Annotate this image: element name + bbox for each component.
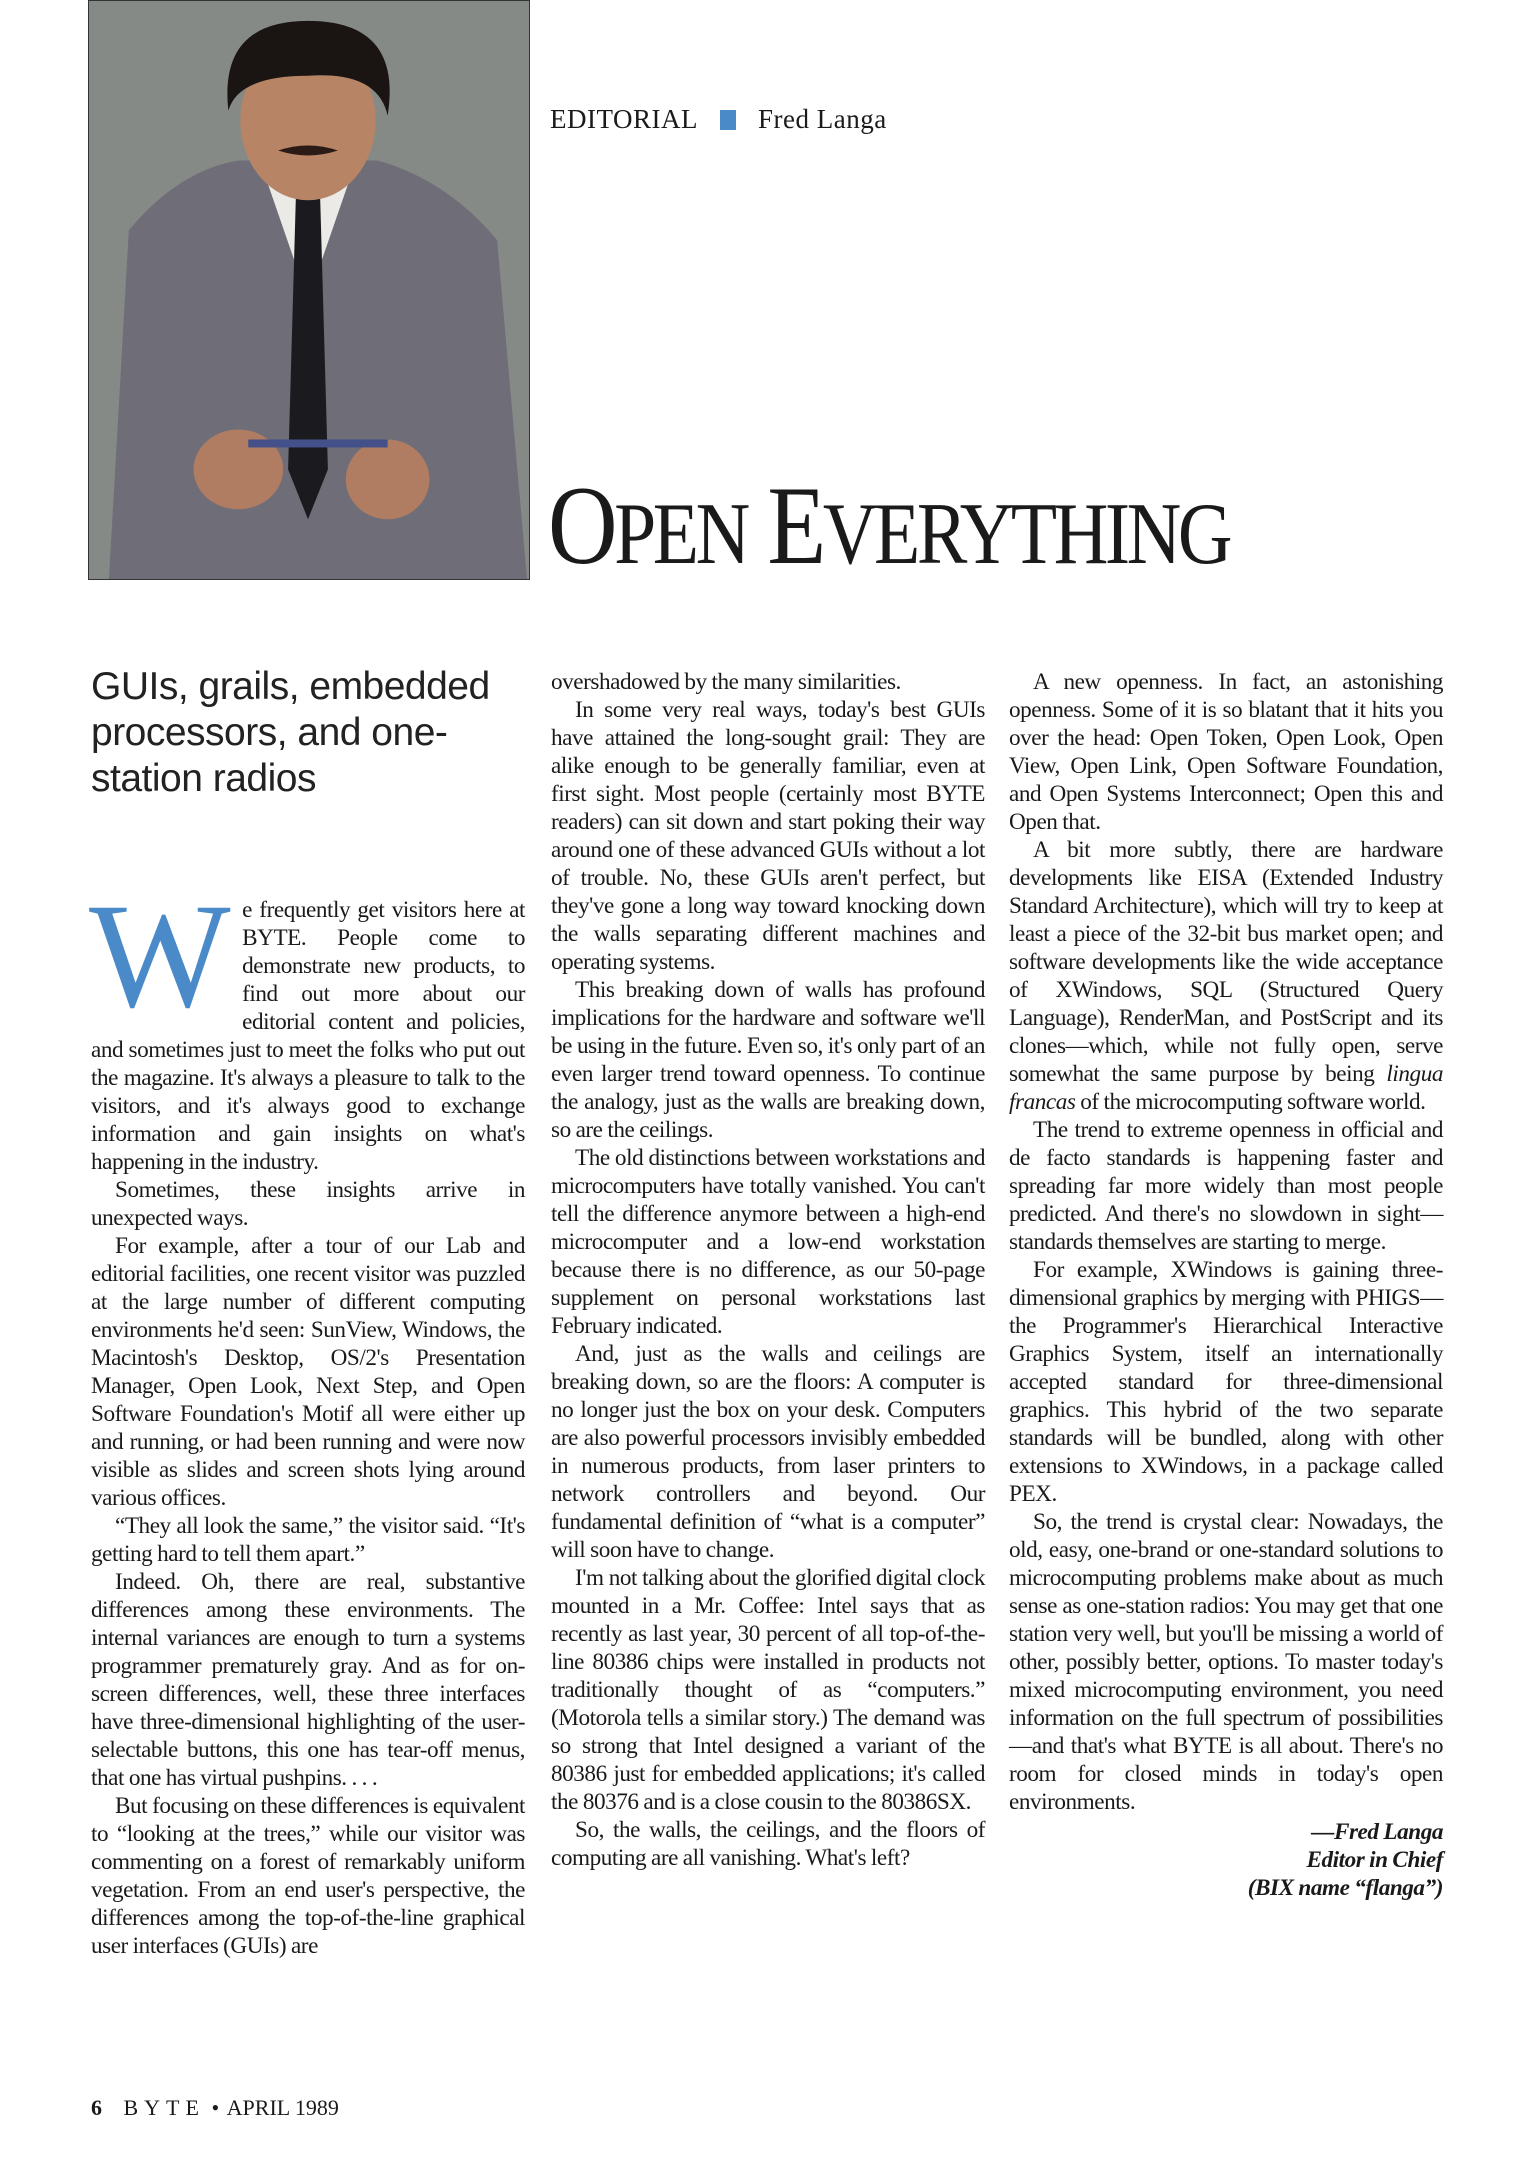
signature	[1009, 1818, 1443, 1902]
article-deck: GUIs, grails, embedded processors, and one-station radios	[91, 665, 490, 800]
paragraph: For example, XWindows is gaining three-dimensional graphics by merging with PHIGS—the Programmer's Hierarchical Interactive Graphics System, itself an internationally accepted standard for three-dimensional graphics. This hybrid of the two separate standards will be bundled, along with other extensions to XWindows, in a package called PEX.	[1009, 1257, 1443, 1507]
title-word: VERYTHING	[822, 486, 1230, 583]
author-photo	[88, 0, 530, 580]
paragraph: But focusing on these differences is equivalent to “looking at the trees,” while our visitor was commenting on a forest of remarkably uniform vegetation. From an end user's perspective, the differences among the top-of-the-line graphical user interfaces (GUIs) are	[91, 1793, 525, 1959]
byline: Fred Langa	[757, 104, 887, 134]
title-initial: O	[548, 464, 615, 588]
paragraph: I'm not talking about the glorified digital clock mounted in a Mr. Coffee: Intel says that as recently as last year, 30 percent of all top-of-the-line 80386 chips were installed in products not traditionally thought of as “computers.” (Motorola tells a similar story.) The demand was so strong that Intel designed a variant of the 80386 just for embedded applications; it's called the 80376 and is a close cousin to the 80386SX.	[551, 1565, 985, 1815]
footer-separator: •	[211, 2095, 221, 2120]
paragraph: A new openness. In fact, an astonishing openness. Some of it is so blatant that it hits you over the head: Open Token, Open Look, Open View, Open Link, Open Software Foundation, and Open Systems Interconnect; Open this and Open that.	[1009, 669, 1443, 835]
drop-cap: W	[89, 873, 231, 1039]
paragraph: And, just as the walls and ceilings are breaking down, so are the floors: A computer is no longer just the box on your desk. Computers are also powerful processors invisibly embedded in numerous products, from laser printers to network controllers and beyond. Our fundamental definition of “what is a computer” will soon have to change.	[551, 1341, 985, 1563]
signature-title: Editor in Chief	[1306, 1847, 1443, 1873]
blue-square-bullet-icon	[720, 110, 736, 130]
column-2	[551, 668, 985, 1872]
paragraph: “They all look the same,” the visitor said. “It's getting hard to tell them apart.”	[91, 1513, 525, 1567]
paragraph: For example, after a tour of our Lab and editorial facilities, one recent visitor was puzzled at the large number of different computing environments he'd seen: SunView, Windows, the Macintosh's Desktop, OS/2's Presentation Manager, Open Look, Next Step, and Open Software Foundation's Motif all were either up and running, or had been running and were now visible as slides and screen shots lying around various offices.	[91, 1233, 525, 1511]
signature-name: —Fred Langa	[1311, 1819, 1443, 1845]
paragraph: Sometimes, these insights arrive in unexpected ways.	[91, 1177, 525, 1231]
paragraph: Indeed. Oh, there are real, substantive differences among these environments. The internal variances are enough to turn a systems programmer prematurely gray. And as for on-screen differences, well, these three interfaces have three-dimensional highlighting of the user-selectable buttons, this one has tear-off menus, that one has virtual pushpins. . . .	[91, 1569, 525, 1791]
paragraph: In some very real ways, today's best GUIs have attained the long-sought grail: They are alike enough to be generally familiar, even at first sight. Most people (certainly most BYTE readers) can sit down and start poking their way around one of these advanced GUIs without a lot of trouble. No, these GUIs aren't perfect, but they've gone a long way toward knocking down the walls separating different machines and operating systems.	[551, 697, 985, 975]
paragraph: So, the trend is crystal clear: Nowadays, the old, easy, one-brand or one-standard solutions to microcomputing problems make about as much sense as one-station radios: You may get that one station very well, but you'll be missing a world of other, possibly better, options. To master today's mixed microcomputing environment, you need information on the full spectrum of possibilities—and that's what BYTE is all about. There's no room for closed minds in today's open environments.	[1009, 1509, 1443, 1815]
paragraph: So, the walls, the ceilings, and the floors of computing are all vanishing. What's left?	[551, 1817, 985, 1871]
italic-phrase: lingua francas	[1009, 1061, 1443, 1115]
column-3	[1009, 668, 1443, 1902]
paragraph: The trend to extreme openness in official and de facto standards is happening faster and spreading far more widely than most people predicted. And there's no slowdown in sight—standards themselves are starting to merge.	[1009, 1117, 1443, 1255]
signature-bix: (BIX name “flanga”)	[1247, 1875, 1443, 1901]
column-1	[89, 873, 525, 1960]
paragraph: A bit more subtly, there are hardware developments like EISA (Extended Industry Standard Architecture), which will try to keep at least a piece of the 32-bit bus market open; and software developments like the wide acceptance of XWindows, SQL (Structured Query Language), RenderMan, and PostScript and its clones—which, while not fully open, serve somewhat the same purpose by being lingua francas of the microcomputing software world.	[1009, 837, 1443, 1115]
magazine-name: BYTE	[123, 2095, 205, 2120]
paragraph: overshadowed by the many similarities.	[551, 669, 901, 695]
section-kicker	[550, 104, 887, 135]
paragraph: We frequently get visitors here at BYTE. People come to demonstrate new products, to find out more about our editorial content and policies, and sometimes just to meet the folks who put out the magazine. It's always a pleasure to talk to the visitors, and it's always good to exchange information and gain insights on what's happening in the industry.	[89, 873, 525, 1175]
issue-date: APRIL 1989	[226, 2095, 339, 2120]
paragraph: This breaking down of walls has profound implications for the hardware and software we'll be using in the future. Even so, it's only part of an even larger trend toward openness. To continue the analogy, just as the walls are breaking down, so are the ceilings.	[551, 977, 985, 1143]
title-word: PEN	[614, 486, 747, 583]
paragraph: The old distinctions between workstations and microcomputers have totally vanished. You can't tell the difference anymore between a high-end microcomputer and a low-end workstation because there is no difference, as our 50-page supplement on personal workstations last February indicated.	[551, 1145, 985, 1339]
page-footer	[91, 2095, 339, 2121]
title-initial: E	[767, 464, 823, 588]
article-title	[548, 464, 1230, 588]
page-number: 6	[91, 2095, 103, 2120]
section-label: EDITORIAL	[550, 104, 698, 134]
